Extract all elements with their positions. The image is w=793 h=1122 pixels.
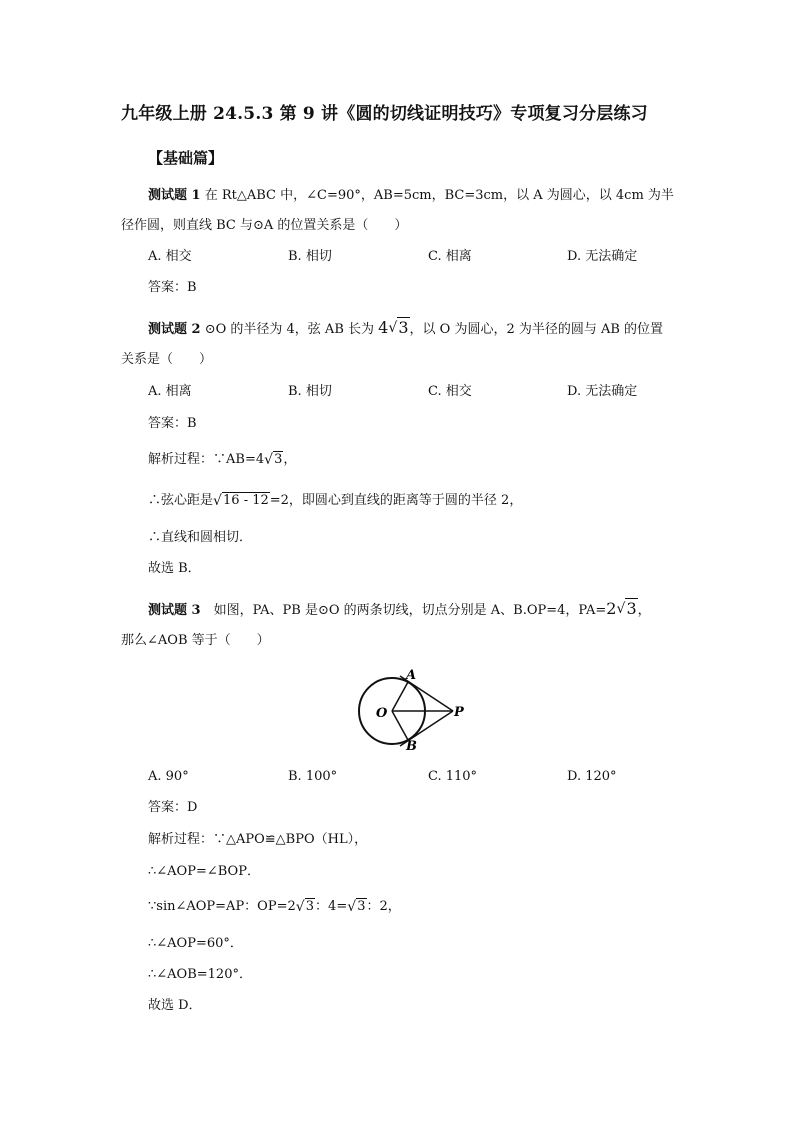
q2-answer: 答案：B: [148, 416, 197, 431]
q2-sol1-sqrt: √ 3: [264, 452, 283, 468]
q2-sqrt: √ 3: [388, 318, 409, 337]
q2-solution-line3: ∴直线和圆相切．: [148, 530, 253, 545]
question-3-text-a: 如图，PA、PB 是⊙O 的两条切线，切点分别是 A、B.OP=4，PA=: [200, 603, 607, 618]
q2-radicand: 3: [398, 318, 409, 337]
q3-solution-line3: [148, 897, 401, 917]
q2-option-d: D. 无法确定: [567, 384, 638, 399]
q3-radicand: 3: [626, 599, 637, 618]
question-2-label: 测试题 2: [148, 322, 201, 337]
q1-answer: 答案：B: [148, 280, 197, 295]
question-2-text-b: ，以 O 为圆心，2 为半径的圆与 AB 的位置: [409, 322, 664, 337]
q2-sol1-end: ，: [283, 452, 297, 467]
q1-option-b: B. 相切: [288, 249, 332, 264]
q3-sol3-sqrt2: √ 3: [347, 899, 366, 915]
question-2: [148, 318, 663, 340]
q3-sol3-mid: ：4=: [315, 899, 348, 914]
tangent-figure: [350, 665, 470, 755]
q3-option-c: C. 110°: [428, 769, 478, 784]
question-3-text-line2: 那么∠AOB 等于（ ）: [121, 633, 270, 648]
question-1-label: 测试题 1: [148, 188, 201, 203]
q3-answer: 答案：D: [148, 800, 198, 815]
q2-sol2-radicand: 16 - 12: [223, 493, 269, 508]
label-a: A: [406, 668, 417, 683]
section-heading: 【基础篇】: [148, 149, 224, 167]
q1-option-a: A. 相交: [148, 249, 192, 264]
question-2-text-a: ⊙O 的半径为 4，弦 AB 长为: [200, 322, 379, 337]
q3-sqrt: √ 3: [616, 599, 637, 618]
q2-sol1-text: 解析过程：∵AB=4: [148, 452, 265, 467]
q2-coef: 4: [378, 318, 389, 337]
q2-sol2-end: =2，即圆心到直线的距离等于圆的半径 2，: [269, 493, 523, 508]
q2-sol2-sqrt: √ 16 - 12: [213, 493, 269, 509]
q3-sol3-radicand1: 3: [305, 899, 315, 914]
q3-solution-line5: ∴∠AOB=120°．: [148, 967, 252, 982]
label-p: P: [454, 705, 464, 720]
q3-sol3-text: ∵sin∠AOP=AP：OP=2: [148, 899, 296, 914]
q3-solution-line2: ∴∠AOP=∠BOP．: [148, 864, 260, 879]
question-2-text-line2: 关系是（ ）: [121, 352, 213, 367]
question-3: [148, 599, 651, 621]
q3-sol3-sqrt1: √ 3: [295, 899, 315, 915]
q2-option-c: C. 相交: [428, 384, 472, 399]
label-o: O: [376, 706, 388, 721]
q2-sol2-text: ∴弦心距是: [148, 493, 214, 508]
q1-option-d: D. 无法确定: [567, 249, 638, 264]
q2-solution-line4: 故选 B．: [148, 561, 201, 576]
q3-solution-line4: ∴∠AOP=60°．: [148, 936, 243, 951]
q3-coef: 2: [606, 599, 617, 618]
q1-option-c: C. 相离: [428, 249, 472, 264]
question-1: [148, 186, 674, 206]
q3-sol3-radicand2: 3: [357, 899, 366, 914]
question-1-text-line1: 在 Rt△ABC 中，∠C=90°，AB=5cm，BC=3cm，以 A 为圆心，以 4cm 为半: [200, 188, 674, 203]
page-title: 九年级上册 24.5.3 第 9 讲《圆的切线证明技巧》专项复习分层练习: [121, 104, 648, 124]
q2-option-b: B. 相切: [288, 384, 332, 399]
question-3-text-b: ，: [637, 603, 651, 618]
question-3-label: 测试题 3: [148, 603, 201, 618]
q2-sol1-radicand: 3: [274, 452, 283, 467]
q3-option-b: B. 100°: [288, 769, 338, 784]
segment-oa: [392, 682, 408, 711]
q3-solution-line6: 故选 D．: [148, 998, 202, 1013]
segment-ob: [392, 711, 408, 740]
q2-solution-line1: [148, 450, 296, 470]
q3-option-a: A. 90°: [148, 769, 189, 784]
q3-solution-line1: 解析过程：∵△APO≌△BPO（HL），: [148, 832, 368, 847]
label-b: B: [406, 739, 417, 754]
q3-option-d: D. 120°: [567, 769, 617, 784]
question-1-text-line2: 径作圆，则直线 BC 与⊙A 的位置关系是（ ）: [121, 218, 408, 233]
q2-option-a: A. 相离: [148, 384, 192, 399]
q2-solution-line2: [148, 491, 522, 511]
q3-sol3-end: ：2，: [366, 899, 401, 914]
